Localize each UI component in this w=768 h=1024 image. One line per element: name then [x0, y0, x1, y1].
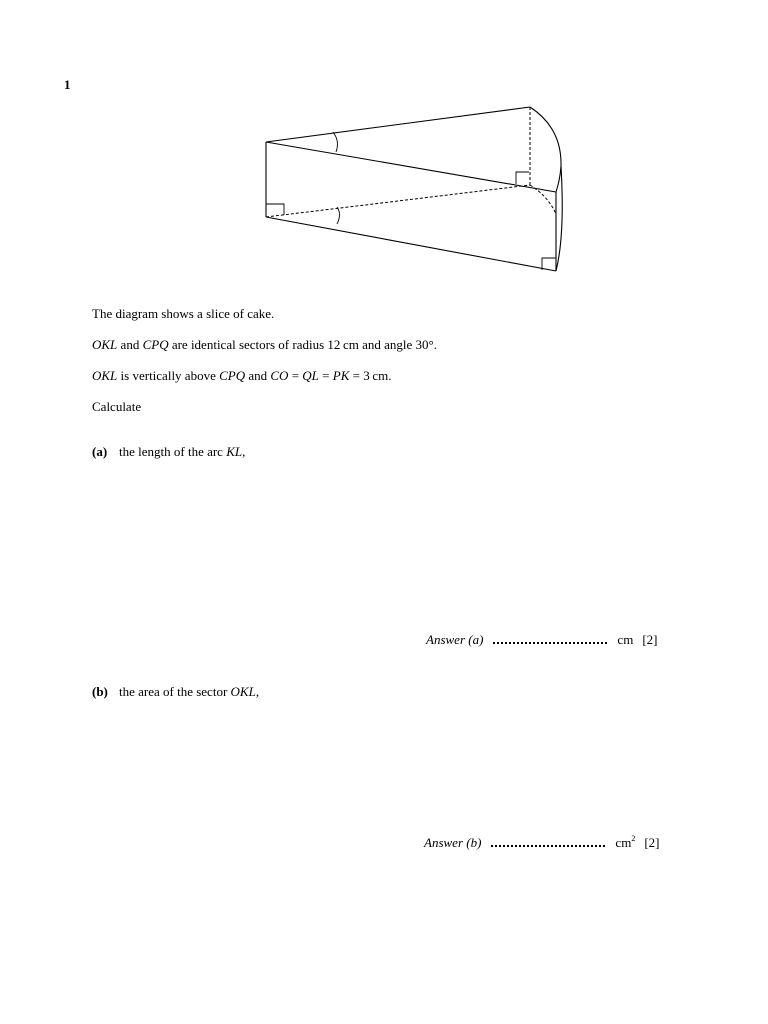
segment-co: CO: [270, 368, 289, 383]
part-a-suffix: ,: [242, 444, 246, 459]
answer-b-field[interactable]: [491, 836, 605, 847]
part-b-suffix: ,: [255, 684, 260, 699]
angle-bottom-marker: [337, 207, 340, 224]
text-fragment: is vertically above: [117, 368, 220, 383]
segment-ql: QL: [302, 368, 319, 383]
top-arc-kl: [530, 107, 561, 192]
top-edge-ok: [266, 107, 530, 142]
text-fragment: are identical sectors of radius 12 cm and angle 30°.: [168, 337, 438, 352]
question-number: 1: [64, 77, 71, 92]
answer-a-marks: [2]: [642, 632, 658, 647]
answer-b-marks: [2]: [644, 835, 660, 850]
intro-line-3: [92, 368, 391, 384]
intro-line-1: The diagram shows a slice of cake.: [92, 306, 275, 321]
part-b-label: (b): [92, 684, 108, 699]
part-a-question: [92, 444, 245, 460]
hidden-edge-cp: [266, 185, 530, 217]
intro-line-2: [92, 337, 437, 353]
right-angle-p: [516, 172, 529, 184]
bottom-edge-cq: [266, 217, 556, 271]
answer-b-unit-sup: 2: [631, 834, 636, 843]
answer-b-unit: [615, 835, 635, 851]
part-a-label: (a): [92, 444, 108, 459]
answer-a-field[interactable]: [493, 633, 607, 644]
sector-name-cpq: CPQ: [142, 337, 169, 352]
sector-name-okl: OKL: [92, 337, 118, 352]
answer-b-label: Answer (b): [424, 835, 482, 850]
cake-slice-diagram: [260, 100, 570, 280]
right-angle-c: [266, 204, 284, 215]
answer-b-row: [424, 835, 659, 851]
top-edge-ol: [266, 142, 556, 192]
answer-b-unit-base: cm: [615, 835, 632, 850]
text-fragment: = 3 cm.: [349, 368, 392, 383]
part-b-question: [92, 684, 259, 700]
answer-a-label: Answer (a): [426, 632, 484, 647]
right-angle-q: [542, 258, 556, 270]
answer-a-unit: cm: [617, 632, 634, 647]
answer-a-row: [426, 632, 657, 648]
text-fragment: and: [117, 337, 143, 352]
part-a-var: KL: [226, 444, 243, 459]
text-fragment: =: [318, 368, 333, 383]
part-b-var: OKL: [230, 684, 256, 699]
text-fragment: and: [245, 368, 271, 383]
sector-name-cpq: CPQ: [219, 368, 246, 383]
segment-pk: PK: [332, 368, 350, 383]
intro-line-4: Calculate: [92, 399, 142, 414]
text-fragment: =: [288, 368, 303, 383]
part-a-text: the length of the arc: [119, 444, 227, 459]
sector-name-okl: OKL: [92, 368, 118, 383]
angle-top-marker: [333, 132, 337, 152]
part-b-text: the area of the sector: [119, 684, 231, 699]
